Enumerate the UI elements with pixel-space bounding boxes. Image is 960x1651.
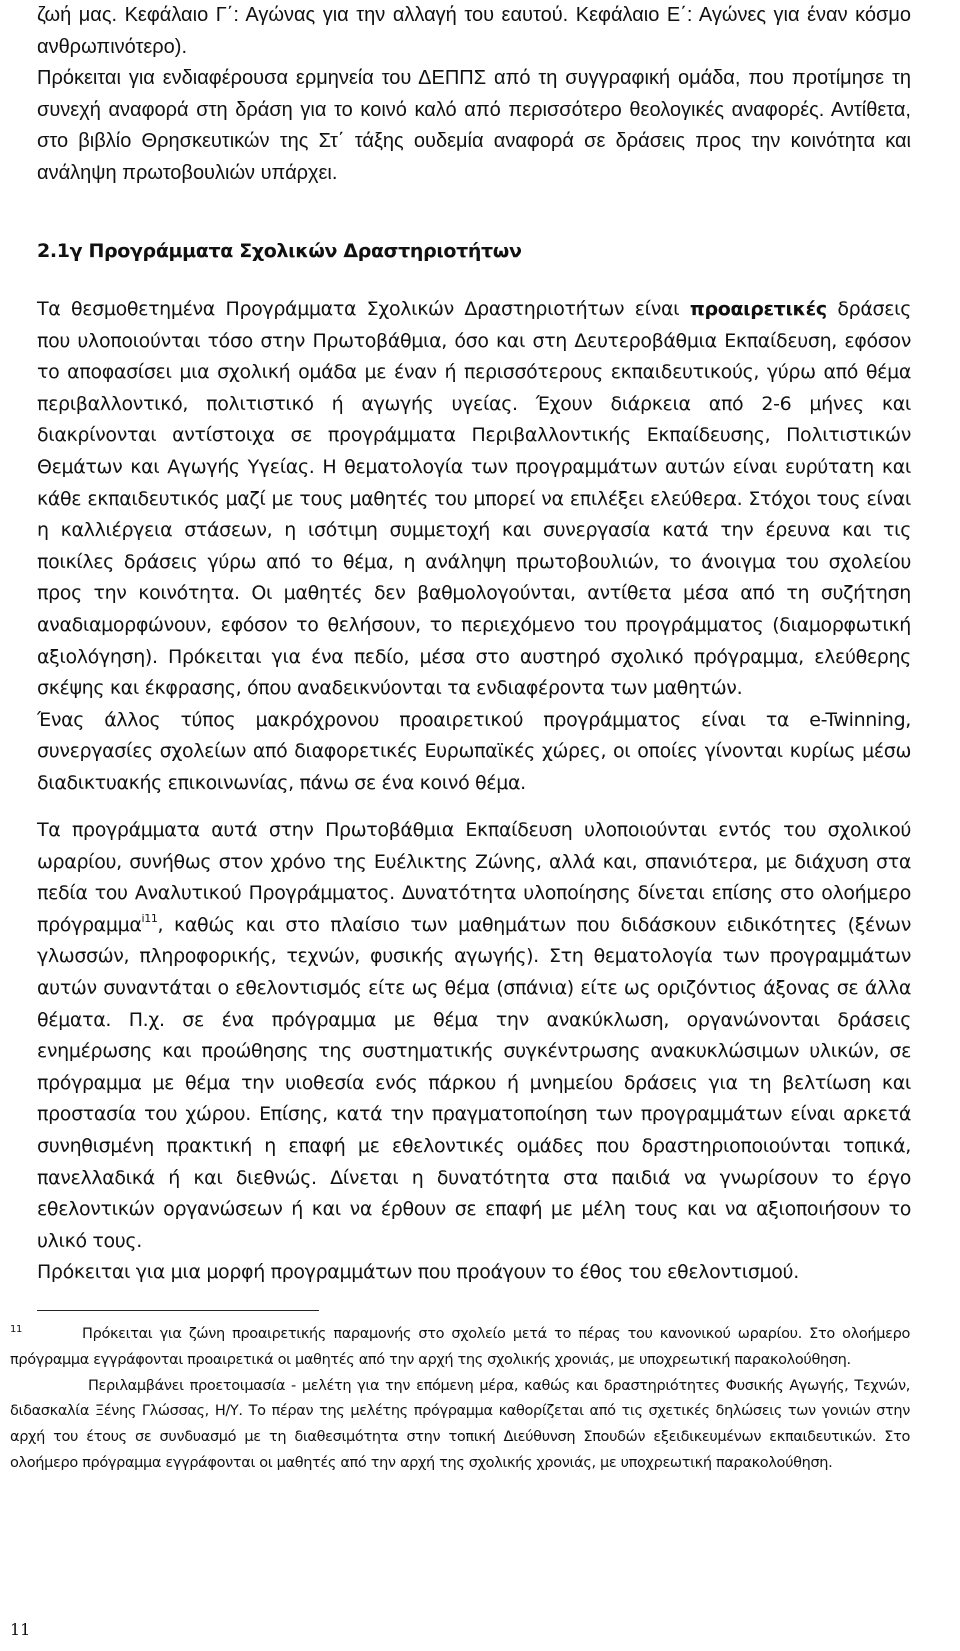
text-run: δράσεις που υλοποιούνται τόσο στην Πρωτοβάθμια, όσο και στη Δευτεροβάθμια Εκπαίδευση, εφόσον το αποφασίσει μια σχολική ομάδα με έναν ή περισσότερους εκπαιδευτικούς, γύρω από θέμα περιβαλλοντικό, πολιτιστικό ή αγωγής υγείας. Έχουν διάρκεια από 2-6 μήνες και διακρίνονται αντίστοιχα σε προγράμματα Περιβαλλοντικής Εκπαίδευσης, Πολιτιστικών Θεμάτων και Αγωγής Υγείας. Η θεματολογία των προγραμμάτων αυτών είναι ευρύτατη και κάθε εκπαιδευτικός μαζί με τους μαθητές του μπορεί να επιλέξει ελεύθερα. Στόχοι τους είναι η καλλιέργεια στάσεων, η ισότιμη συμμετοχή και συνεργασία κατά την έρευνα και τις ποικίλες δράσεις γύρω από το θέμα, η ανάληψη πρωτοβουλιών, το άνοιγμα του σχολείου προς την κοινότητα. Οι μαθητές δεν βαθμολογούνται, αντίθετα μέσα από τη συζήτηση αναδιαμορφώνουν, εφόσον το θελήσουν, το περιεχόμενο του προγράμματος (διαμορφωτική αξιολόγηση). Πρόκειται για ένα πεδίο, μέσα στο αυστηρό σχολικό πρόγραμμα, ελεύθερης σκέψης και έκφρασης, όπου αναδεικνύονται τα ενδιαφέροντα των μαθητών. (37, 298, 912, 700)
section-heading: 2.1γ Προγράμματα Σχολικών Δραστηριοτήτων (37, 240, 522, 262)
footnote-number: 11 (10, 1324, 23, 1335)
intro-paragraph-1: ζωή μας. Κεφάλαιο Γ΄: Αγώνας για την αλλαγή του εαυτού. Κεφάλαιο Ε΄: Αγώνες για έναν κόσμο ανθρωπινότερο). (37, 4, 911, 58)
section-1-paragraph-2: Ένας άλλος τύπος μακρόχρονου προαιρετικού προγράμματος είναι τα e-Twinning, συνεργασίες σχολείων από διαφορετικές Ευρωπαϊκές χώρες, οι οποίες γίνονται κυρίως μέσω διαδικτυακής επικοινωνίας, πάνω σε ένα κοινό θέμα. (37, 708, 911, 794)
footnote (10, 1322, 910, 1477)
text-run: Τα θεσμοθετημένα Προγράμματα Σχολικών Δραστηριοτήτων είναι (37, 298, 690, 320)
text-run: , καθώς και στο πλαίσιο των μαθημάτων που διδάσκουν ειδικότητες (ξένων γλωσσών, πληροφορικής, τεχνών, φυσικής αγωγής). Στη θεματολογία των προγραμμάτων αυτών συναντάται ο εθελοντισμός είτε ως θέμα (σπάνια) είτε ως οριζόντιος άξονας σε άλλα θέματα. Π.χ. σε ένα πρόγραμμα με θέμα την ανακύκλωση, οργανώνονται δράσεις ενημέρωσης και προώθησης της συστηματικής συγκέντρωσης ανακυκλώσιμων υλικών, σε πρόγραμμα με θέμα την υιοθεσία ενός πάρκου ή μνημείου δράσεις για τη βελτίωση και προστασία του χώρου. Επίσης, κατά την πραγματοποίηση των προγραμμάτων είναι αρκετά συνηθισμένη πρακτική η επαφή με εθελοντικές ομάδες που δραστηριοποιούνται τοπικά, πανελλαδικά ή και διεθνώς. Δίνεται η δυνατότητα στα παιδιά να γνωρίσουν το έργο εθελοντικών οργανώσεων ή και να έρθουν σε επαφή με μέλη τους και να αξιοποιήσουν το υλικό τους. (37, 913, 911, 1252)
section-2 (37, 815, 911, 1289)
footnote-text-1: Πρόκειται για ζώνη προαιρετικής παραμονής στο σχολείο μετά το πέρας του κανονικού ωραρίου. Στο ολοήμερο πρόγραμμα εγγράφονται προαιρετικά οι μαθητές από την αρχή της σχολικής χρονιάς, με υποχρεωτική παρακολούθηση. (10, 1326, 910, 1368)
section-1 (37, 294, 911, 800)
text-run: Τα προγράμματα αυτά στην Πρωτοβάθμια Εκπαίδευση υλοποιούνται εντός του σχολικού ωραρίου, συνήθως στον χρόνο της Ευέλικτης Ζώνης, αλλά και, σπανιότερα, με διάχυση στα πεδία του Αναλυτικού Προγράμματος. Δυνατότητα υλοποίησης δίνεται επίσης στο ολοήμερο πρόγραμμα (37, 819, 911, 936)
intro-paragraph-2: Πρόκειται για ενδιαφέρουσα ερμηνεία του ΔΕΠΠΣ από τη συγγραφική ομάδα, που προτίμησε τη συνεχή αναφορά στη δράση για το κοινό καλό από περισσότερο θεολογικές αναφορές. Αντίθετα, στο βιβλίο Θρησκευτικών της Στ΄ τάξης ουδεμία αναφορά σε δράσεις προς την κοινότητα και ανάληψη πρωτοβουλιών υπάρχει. (37, 67, 911, 184)
section-2-paragraph-2: Πρόκειται για μια μορφή προγραμμάτων που προάγουν το έθος του εθελοντισμού. (37, 1261, 799, 1284)
section-2-paragraph-1 (37, 815, 911, 1257)
page-number: 11 (10, 1620, 31, 1639)
bold-term: προαιρετικές (689, 298, 827, 320)
footnote-paragraph-2 (10, 1374, 910, 1477)
footnote-separator (37, 1310, 319, 1311)
section-1-paragraph-1 (37, 294, 911, 705)
footnote-reference[interactable]: i11 (141, 911, 158, 925)
footnote-text-2: Περιλαμβάνει προετοιμασία - μελέτη για την επόμενη μέρα, καθώς και δραστηριότητες Φυσικής Αγωγής, Τεχνών, διδασκαλία Ξένης Γλώσσας, Η/Υ. Το πέραν της μελέτης πρόγραμμα καθορίζεται από τις σχετικές δηλώσεις των γονιών στην αρχή του έτους σε συνδυασμό με τη διαθεσιμότητα στην τοπική Διεύθυνση Σπουδών εξειδικευμένων εκπαιδευτικών. Στο ολοήμερο πρόγραμμα εγγράφονται οι μαθητές από την αρχή της σχολικής χρονιάς, με υποχρεωτική παρακολούθηση. (10, 1377, 910, 1471)
footnote-paragraph-1 (10, 1322, 910, 1374)
intro-text (37, 0, 911, 189)
